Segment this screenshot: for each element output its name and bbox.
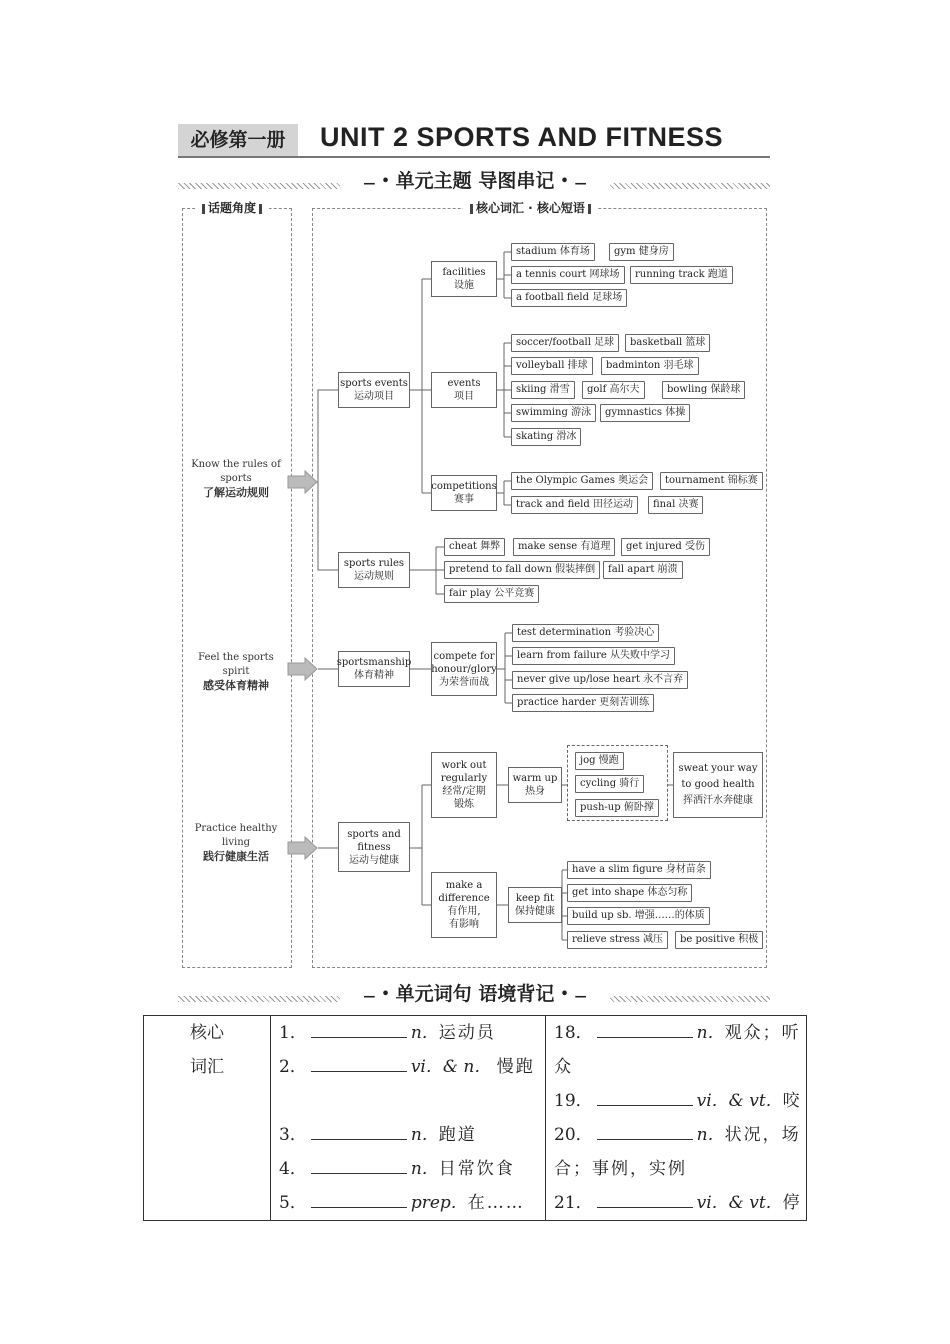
vocab-item: 2． vi．& n． 慢跑: [279, 1050, 537, 1084]
leaf-spirit: learn from failure 从失败中学习: [512, 647, 675, 665]
node-sports-fitness: sports and fitness 运动与健康: [338, 822, 410, 872]
leaf-rule: pretend to fall down 假装摔倒: [444, 561, 600, 579]
answer-blank[interactable]: [311, 1187, 407, 1208]
vocab-category: 核心词汇: [144, 1016, 271, 1221]
book-tag: 必修第一册: [178, 124, 298, 156]
leaf-event: skating 滑冰: [511, 428, 581, 446]
unit-title: UNIT 2 SPORTS AND FITNESS: [320, 122, 724, 152]
answer-blank[interactable]: [311, 1153, 407, 1174]
leaf-event: golf 高尔夫: [582, 381, 645, 399]
node-compete: compete for honour/glory 为荣誉而战: [431, 642, 497, 696]
leaf-fit: relieve stress 减压: [567, 931, 668, 949]
answer-blank[interactable]: [597, 1017, 693, 1038]
answer-blank[interactable]: [311, 1051, 407, 1072]
leaf-event: bowling 保龄球: [662, 381, 745, 399]
goal-sweat: sweat your way to good health 挥洒汗水奔健康: [673, 752, 763, 818]
leaf-facility: a tennis court 网球场: [511, 266, 625, 284]
topic-rules: Know the rules of sports 了解运动规则: [191, 459, 281, 499]
vocab-table: [143, 1015, 807, 1221]
leaf-fit: have a slim figure 身材苗条: [567, 861, 711, 879]
node-competitions: competitions 赛事: [431, 475, 497, 511]
leaf-fit: get into shape 体态匀称: [567, 884, 692, 902]
answer-blank[interactable]: [311, 1119, 407, 1140]
leaf-warm: push-up 俯卧撑: [575, 799, 659, 817]
vocab-item: 19． vi．& vt．咬: [554, 1084, 798, 1118]
node-events: events 项目: [431, 372, 497, 408]
answer-blank[interactable]: [597, 1187, 693, 1208]
leaf-fit: be positive 积极: [675, 931, 763, 949]
answer-blank[interactable]: [597, 1085, 693, 1106]
vocab-item: 21． vi．& vt．停: [554, 1186, 798, 1220]
node-sportsmanship: sportsmanship 体育精神: [338, 651, 410, 687]
leaf-rule: cheat 舞弊: [444, 538, 505, 556]
topic-healthy: Practice healthy living 践行健康生活: [194, 823, 278, 863]
leaf-fit: build up sb. 增强……的体质: [567, 907, 710, 925]
node-warm-up: warm up 热身: [508, 767, 562, 803]
leaf-rule: make sense 有道理: [513, 538, 615, 556]
vocab-item: 5． prep．在……: [279, 1186, 537, 1220]
leaf-rule: fall apart 崩溃: [603, 561, 683, 579]
leaf-event: gymnastics 体操: [600, 404, 690, 422]
leaf-event: basketball 篮球: [625, 334, 710, 352]
leaf-spirit: test determination 考验决心: [512, 624, 659, 642]
vocab-left-column: [271, 1016, 546, 1221]
leaf-facility: a football field 足球场: [511, 289, 627, 307]
leaf-competition: the Olympic Games 奥运会: [511, 472, 653, 490]
answer-blank[interactable]: [311, 1017, 407, 1038]
vocab-item: 4． n．日常饮食: [279, 1152, 537, 1186]
vocab-item-wrap: [279, 1084, 537, 1118]
leaf-event: swimming 游泳: [511, 404, 596, 422]
node-make-difference: make a difference 有作用, 有影响: [431, 872, 497, 938]
vocab-right-column: [546, 1016, 807, 1221]
leaf-warm: jog 慢跑: [575, 752, 624, 770]
leaf-facility: stadium 体育场: [511, 243, 595, 261]
node-work-out: work out regularly 经常/定期 锻炼: [431, 752, 497, 818]
leaf-spirit: practice harder 更刻苦训练: [512, 694, 654, 712]
leaf-competition: tournament 锦标赛: [660, 472, 763, 490]
vocab-panel-tag: 核心词汇 · 核心短语: [463, 200, 598, 216]
leaf-rule: get injured 受伤: [621, 538, 710, 556]
vocab-item: 20． n．状况，场合；事例，实例: [554, 1118, 804, 1186]
section-title-vocab: — • 单元词句 语境背记 • —: [340, 979, 610, 1009]
leaf-competition: final 决赛: [648, 496, 703, 514]
leaf-event: soccer/football 足球: [511, 334, 619, 352]
leaf-facility: gym 健身房: [609, 243, 674, 261]
leaf-event: volleyball 排球: [511, 357, 593, 375]
leaf-spirit: never give up/lose heart 永不言弃: [512, 671, 688, 689]
leaf-warm: cycling 骑行: [575, 775, 644, 793]
topic-spirit: Feel the sports spirit 感受体育精神: [198, 652, 274, 692]
leaf-event: skiing 滑雪: [511, 381, 575, 399]
answer-blank[interactable]: [597, 1119, 693, 1140]
node-facilities: facilities 设施: [431, 261, 497, 297]
section-title-mindmap: — • 单元主题 导图串记 • —: [340, 166, 610, 196]
vocab-item: 18． n．观众；听众: [554, 1016, 804, 1084]
node-sports-events: sports events 运动项目: [338, 372, 410, 408]
node-keep-fit: keep fit 保持健康: [508, 887, 562, 923]
leaf-facility: running track 跑道: [630, 266, 733, 284]
vocab-item: 3． n．跑道: [279, 1118, 537, 1152]
node-sports-rules: sports rules 运动规则: [338, 552, 410, 588]
leaf-competition: track and field 田径运动: [511, 496, 638, 514]
vocab-item: 1． n．运动员: [279, 1016, 537, 1050]
leaf-rule: fair play 公平竞赛: [444, 585, 539, 603]
leaf-event: badminton 羽毛球: [601, 357, 699, 375]
topic-panel-tag: 话题角度: [195, 200, 269, 216]
